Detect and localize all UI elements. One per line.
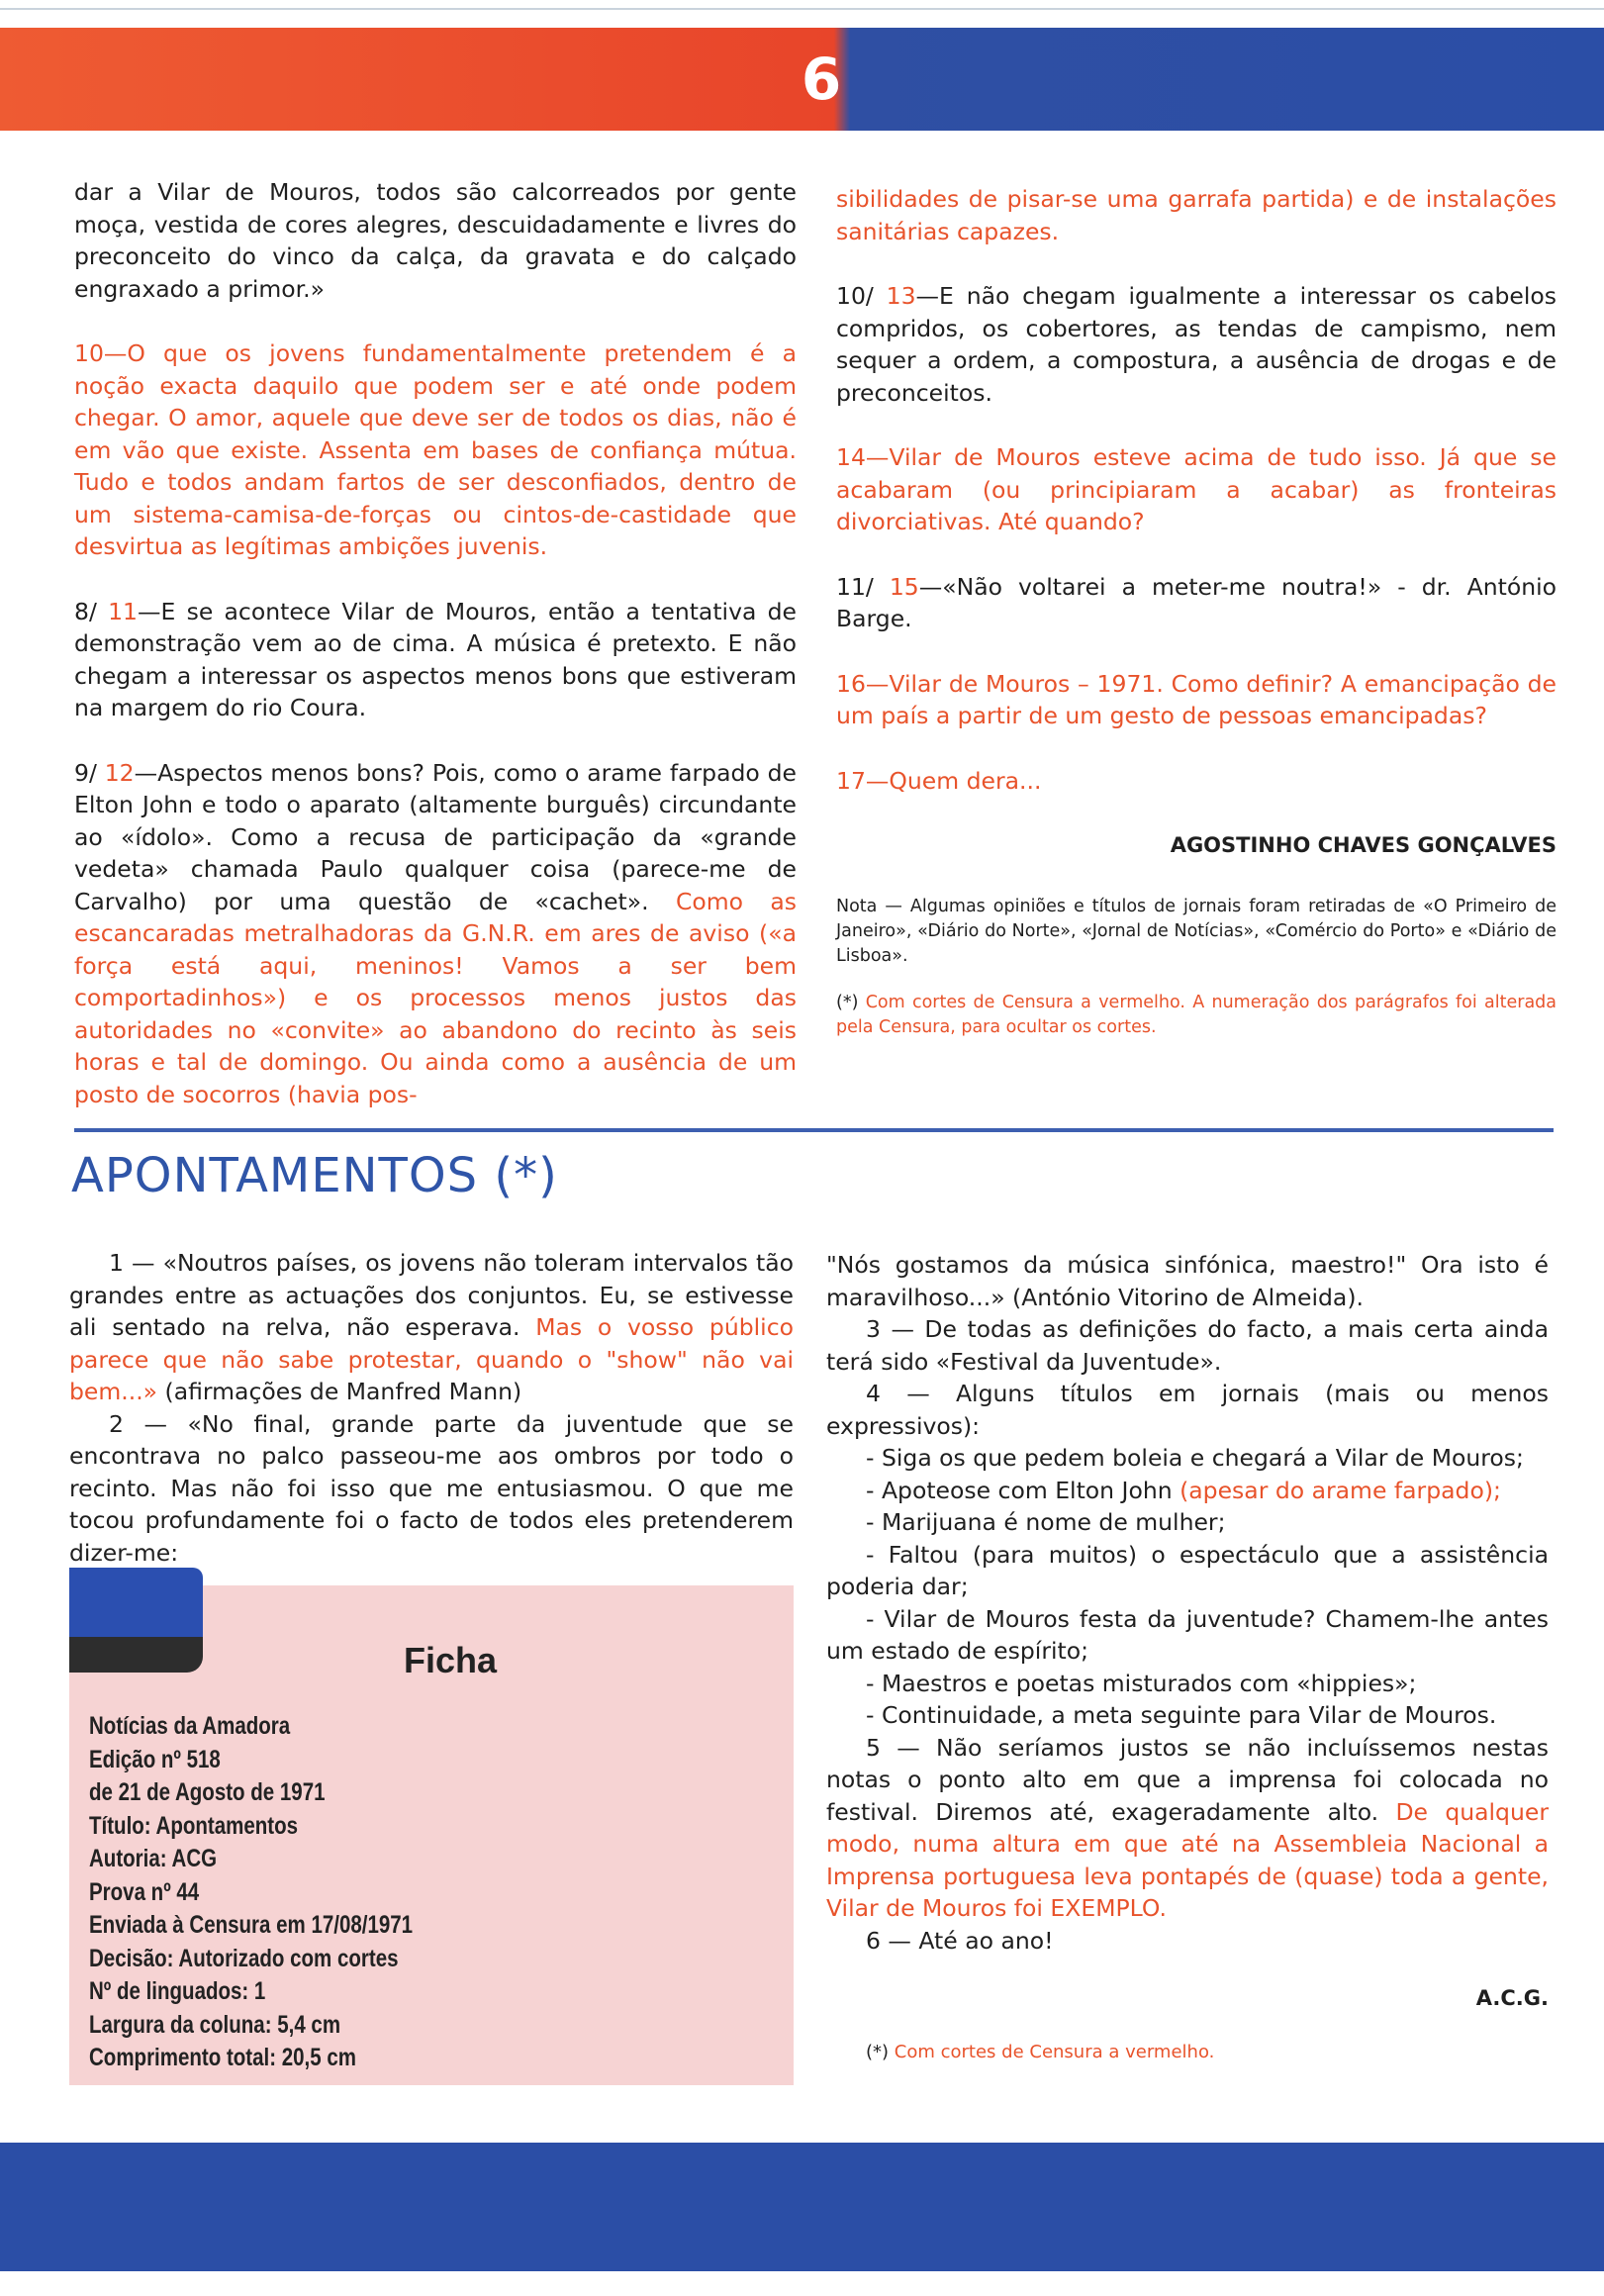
section-title: APONTAMENTOS (*) — [71, 1148, 558, 1203]
paragraph — [826, 1313, 1549, 1378]
ficha-line: de 21 de Agosto de 1971 — [89, 1778, 326, 1806]
body-text: 6 — Até ao ano! — [866, 1926, 1054, 1955]
body-text: "Nós gostamos da música sinfónica, maestro!" Ora isto é maravilhoso...» (António Vitorino de Almeida). — [826, 1251, 1549, 1311]
paragraph — [826, 1249, 1549, 1313]
censorship-footnote-prefix: (*) — [866, 2041, 895, 2062]
section-divider — [74, 1128, 1554, 1132]
body-text: 4 — Alguns títulos em jornais (mais ou menos expressivos): — [826, 1380, 1549, 1440]
paragraph — [826, 1668, 1549, 1700]
ficha-line: Nº de linguados: 1 — [89, 1977, 266, 2005]
ficha-line: Título: Apontamentos — [89, 1811, 299, 1840]
censorship-footnote-text: Com cortes de Censura a vermelho. — [894, 2041, 1215, 2062]
paragraph — [69, 1247, 794, 1408]
ficha-line: Edição nº 518 — [89, 1745, 221, 1773]
censored-text: 16—Vilar de Mouros – 1971. Como definir? A emancipação de um país a partir de um gesto de pessoas emancipadas? — [836, 669, 1557, 729]
body-text: 2 — «No final, grande parte da juventude que se encontrava no palco passeou-me aos ombros por todo o recinto. Mas não foi isso que me entusiasmou. O que me tocou profundamente foi o facto de todos eles pretenderem dizer-me: — [69, 1409, 794, 1567]
paragraph — [826, 1925, 1549, 1958]
paragraph — [826, 1475, 1549, 1507]
ficha-details — [89, 1710, 413, 2075]
censored-text: 13 — [886, 282, 916, 310]
censorship-note — [836, 991, 1557, 1040]
apontamentos-column-2 — [826, 1249, 1549, 2068]
ficha-line: Largura da coluna: 5,4 cm — [89, 2010, 341, 2039]
article-column-1 — [74, 176, 797, 1143]
censored-text: (apesar do arame farpado); — [1179, 1476, 1501, 1504]
body-text: —E se acontece Vilar de Mouros, então a tentativa de demonstração vem ao de cima. A música é pretexto. E não chegam a interessar os aspectos menos bons que estiveram na margem do rio Coura. — [74, 597, 797, 721]
censored-text: 14—Vilar de Mouros esteve acima de tudo isso. Já que se acabaram (ou principiaram a acabar) as fronteiras divorciativas. Até quando? — [836, 443, 1557, 535]
body-text: 10/ — [836, 282, 887, 310]
body-text: 5 — Não seríamos justos se não incluíssemos nestas notas o ponto alto em que a imprensa foi colocada no festival. Diremos até, exageradamente alto. — [826, 1733, 1549, 1826]
paragraph — [74, 757, 797, 1111]
body-text: 3 — De todas as definições do facto, a mais certa ainda terá sido «Festival da Juventude». — [826, 1315, 1549, 1376]
body-text: - Faltou (para muitos) o espectáculo que a assistência poderia dar; — [826, 1540, 1549, 1600]
body-text: 9/ — [74, 758, 105, 787]
ficha-line: Notícias da Amadora — [89, 1712, 291, 1740]
paragraph — [74, 176, 797, 305]
censored-text: Como as escancaradas metralhadoras da G.N.R. em ares de aviso («a força está aqui, meninos! Vamos a ser bem comportadinhos») e os processos menos justos das autoridades no «convite» ao abandono do recinto às seis horas e tal de domingo. Ou ainda como a ausência de um posto de socorros (havia pos- — [74, 887, 798, 1108]
paragraph — [836, 441, 1557, 538]
body-text: 8/ — [74, 597, 109, 625]
body-text: dar a Vilar de Mouros, todos são calcorreados por gente moça, vestida de cores alegres, descuidadamente e livres do preconceito do vinco da calça, da gravata e do calçado engraxado a primor.» — [74, 178, 797, 303]
body-text: —«Não voltarei a meter-me noutra!» - dr. António Barge. — [836, 572, 1557, 632]
censored-text: Mas o vosso público parece que não sabe protestar, quando o "show" não vai bem...» — [69, 1313, 794, 1405]
paragraph — [826, 1603, 1549, 1668]
body-text: —Aspectos menos bons? Pois, como o arame farpado de Elton John e todo o aparato (altamente burguês) circundante ao «ídolo». Como a recusa de participação da «grande vedeta» chamada Paulo qualquer coisa (parece-me de Carvalho) por uma questão de «cachet». — [74, 758, 797, 915]
ficha-line: Prova nº 44 — [89, 1877, 200, 1906]
paragraph — [826, 1539, 1549, 1603]
page-number: 6 — [801, 46, 842, 113]
apontamentos-column-1 — [69, 1247, 794, 1569]
paragraph — [74, 596, 797, 724]
censorship-note-prefix: (*) — [836, 992, 866, 1012]
censored-text: 12 — [104, 758, 135, 787]
paragraph — [836, 765, 1557, 798]
sources-note: Nota — Algumas opiniões e títulos de jornais foram retiradas de «O Primeiro de Janeiro», «Diário do Norte», «Jornal de Notícias», «Comércio do Porto» e «Diário de Lisboa». — [836, 896, 1557, 966]
ficha-line: Enviada à Censura em 17/08/1971 — [89, 1911, 414, 1939]
censored-text: 15 — [889, 572, 919, 601]
ficha-line: Decisão: Autorizado com cortes — [89, 1944, 399, 1972]
paragraph — [826, 1378, 1549, 1442]
body-text: - Maestros e poetas misturados com «hippies»; — [866, 1669, 1417, 1697]
article-column-2-body — [836, 183, 1557, 797]
ficha-tab-dark — [69, 1637, 203, 1673]
body-text: - Apoteose com Elton John — [866, 1476, 1180, 1504]
body-text: - Vilar de Mouros festa da juventude? Chamem-lhe antes um estado de espírito; — [826, 1604, 1549, 1665]
censorship-note-text: Com cortes de Censura a vermelho. A numeração dos parágrafos foi alterada pela Censura, para ocultar os cortes. — [836, 992, 1557, 1037]
paragraph — [836, 668, 1557, 732]
ficha-tab-blue — [69, 1568, 203, 1637]
body-text: - Siga os que pedem boleia e chegará a Vilar de Mouros; — [866, 1444, 1524, 1472]
censored-text: sibilidades de pisar-se uma garrafa partida) e de instalações sanitárias capazes. — [836, 185, 1557, 245]
ficha-line: Comprimento total: 20,5 cm — [89, 2044, 356, 2071]
body-text: —E não chegam igualmente a interessar os cabelos compridos, os cobertores, as tendas de campismo, nem sequer a ordem, a compostura, a ausência de drogas e de preconceitos. — [836, 282, 1557, 407]
ficha-line: Autoria: ACG — [89, 1845, 218, 1872]
censored-text: 11 — [108, 597, 139, 625]
body-text: 11/ — [836, 572, 890, 601]
ficha-title: Ficha — [404, 1640, 498, 1680]
paragraph — [836, 183, 1557, 247]
censorship-footnote — [866, 2037, 1549, 2069]
apontamentos-column-2-body — [826, 1249, 1549, 1957]
paragraph — [826, 1506, 1549, 1539]
paragraph — [826, 1442, 1549, 1475]
article-column-2 — [836, 183, 1557, 1062]
paragraph — [826, 1699, 1549, 1732]
paragraph — [826, 1732, 1549, 1925]
paragraph — [74, 337, 797, 563]
author-signature: AGOSTINHO CHAVES GONÇALVES — [1170, 833, 1557, 857]
body-text: - Marijuana é nome de mulher; — [866, 1508, 1226, 1536]
censored-text: 10—O que os jovens fundamentalmente pretendem é a noção exacta daquilo que podem ser e até onde podem chegar. O amor, aquele que deve ser de todos os dias, não é em vão que existe. Assenta em bases de confiança mútua. Tudo e todos andam fartos de ser desconfiados, dentro de um sistema-camisa-de-forças ou cintos-de-castidade que desvirtua as legítimas ambições juvenis. — [74, 339, 797, 560]
body-text: - Continuidade, a meta seguinte para Vilar de Mouros. — [866, 1701, 1497, 1729]
paragraph — [69, 1408, 794, 1570]
body-text: (afirmações de Manfred Mann) — [157, 1378, 522, 1405]
body-text: 1 — «Noutros países, os jovens não toleram intervalos tão grandes entre as actuações dos conjuntos. Eu, se estivesse ali sentado na relva, não esperava. — [69, 1249, 794, 1341]
top-rule — [0, 8, 1604, 10]
footer-bar — [0, 2143, 1604, 2271]
initials-signature: A.C.G. — [1475, 1986, 1549, 2010]
paragraph — [836, 571, 1557, 635]
paragraph — [836, 280, 1557, 409]
censored-text: 17—Quem dera... — [836, 766, 1042, 795]
censored-text: De qualquer modo, numa altura em que até na Assembleia Nacional a Imprensa portuguesa leva pontapés de (quase) toda a gente, Vilar de Mouros foi EXEMPLO. — [826, 1797, 1549, 1922]
